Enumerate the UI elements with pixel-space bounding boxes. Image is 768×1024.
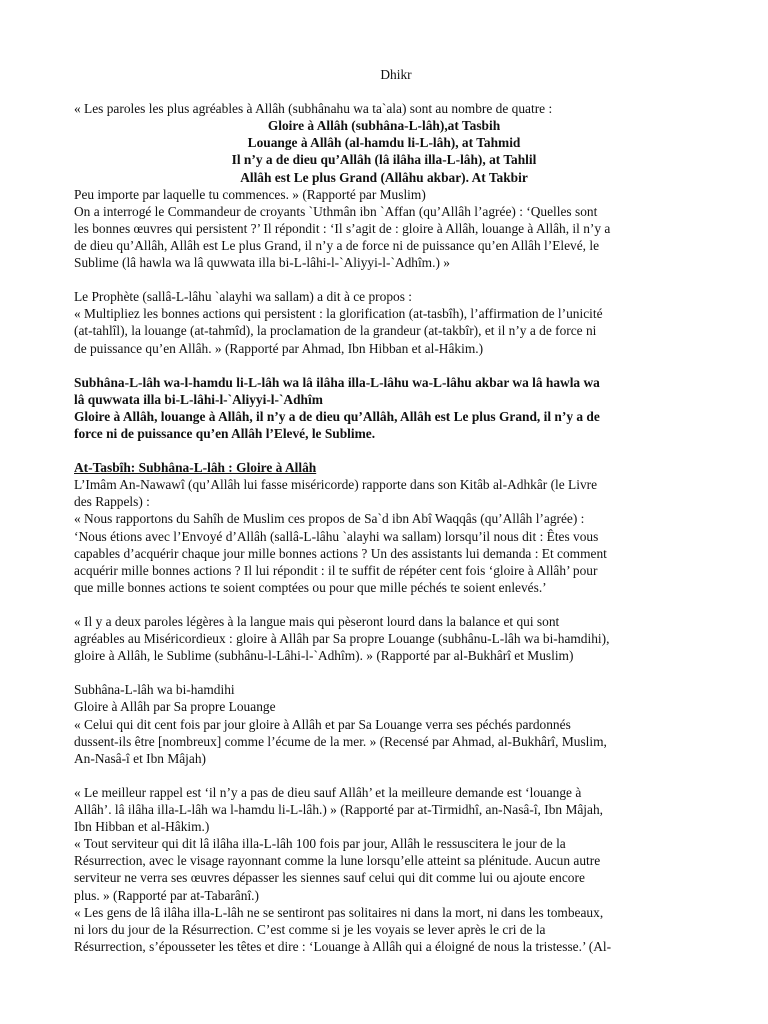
text-line: Subhâna-L-lâh wa-l-hamdu li-L-lâh wa lâ ilâha illa-L-lâhu wa-L-lâhu akbar wa lâ hawla wa [74, 374, 600, 390]
text-line: « Le meilleur rappel est ‘il n’y a pas de dieu sauf Allâh’ et la meilleure demande est ‘louange à [74, 784, 582, 800]
paragraph-gap [74, 664, 694, 681]
text-line: « Les paroles les plus agréables à Allâh (subhânahu wa ta`ala) sont au nombre de quatre : [74, 101, 553, 117]
text-line: de puissance qu’en Allâh. » (Rapporté par Ahmad, Ibn Hibban et al-Hâkim.) [74, 340, 484, 356]
text-line: An-Nasâ-î et Ibn Mâjah) [74, 750, 206, 766]
text-line: Le Prophète (sallâ-L-lâhu `alayhi wa sallam) a dit à ce propos : [74, 289, 412, 305]
text-line: L’Imâm An-Nawawî (qu’Allâh lui fasse miséricorde) rapporte dans son Kitâb al-Adhkâr (le Livre [74, 477, 598, 493]
text-line: Peu importe par laquelle tu commences. » (Rapporté par Muslim) [74, 186, 426, 202]
text-line: « Celui qui dit cent fois par jour gloire à Allâh et par Sa Louange verra ses péchés pardonnés [74, 716, 571, 732]
paragraph-gap [74, 596, 694, 613]
text-line: des Rappels) : [74, 494, 150, 510]
document-page [74, 66, 694, 955]
text-line: Il n’y a de dieu qu’Allâh (lâ ilâha illa-L-lâh), at Tahlil [231, 152, 537, 168]
text-line: acquérir mille bonnes actions ? Il lui répondit : il te suffit de répéter cent fois ‘gloire à Allâh’ pour [74, 562, 598, 578]
paragraph-gap [74, 357, 694, 374]
text-line: « Tout serviteur qui dit lâ ilâha illa-L-lâh 100 fois par jour, Allâh le ressuscitera le jour de la [74, 836, 566, 852]
text-line: de dieu qu’Allâh, Allâh est Le plus Grand, il n’y a de force ni de puissance qu’en Allâh l’Elevé, le [74, 237, 600, 253]
paragraph-gap [74, 767, 694, 784]
paragraph-gap [74, 83, 694, 100]
text-line: Résurrection, s’épousseter les têtes et dire : ‘Louange à Allâh qui a éloigné de nous la tristesse.’ (Al- [74, 938, 612, 954]
text-line: On a interrogé le Commandeur de croyants `Uthmân ibn `Affan (qu’Allâh l’agrée) : ‘Quelles sont [74, 203, 598, 219]
text-line: lâ quwwata illa bi-L-lâhi-l-`Aliyyi-l-`Adhîm [74, 391, 323, 407]
text-line: « Nous rapportons du Sahîh de Muslim ces propos de Sa`d ibn Abî Waqqâs (qu’Allâh l’agrée) : [74, 511, 585, 527]
text-line: serviteur ne verra ses œuvres dépasser les siennes sauf celui qui dit comme lui ou ajoute encore [74, 870, 585, 886]
text-line: Allâh est Le plus Grand (Allâhu akbar). At Takbir [240, 169, 528, 185]
text-line: Ibn Hibban et al-Hâkim.) [74, 819, 210, 835]
text-line: gloire à Allâh, le Sublime (subhânu-l-Lâhi-l-`Adhîm). » (Rapporté par al-Bukhârî et Muslim) [74, 648, 574, 664]
text-line: Résurrection, avec le visage rayonnant comme la lune lorsqu’elle atteint sa plénitude. Aucun autre [74, 853, 601, 869]
text-line: Subhâna-L-lâh wa bi-hamdihi [74, 682, 235, 698]
text-line: Sublime (lâ hawla wa lâ quwwata illa bi-L-lâhi-l-`Aliyyi-l-`Adhîm.) » [74, 255, 450, 271]
text-line: « Les gens de lâ ilâha illa-L-lâh ne se sentiront pas solitaires ni dans la mort, ni dans les tombeaux, [74, 904, 604, 920]
text-line: Louange à Allâh (al-hamdu li-L-lâh), at Tahmid [247, 135, 521, 151]
text-line: Gloire à Allâh par Sa propre Louange [74, 699, 276, 715]
text-line: ‘Nous étions avec l’Envoyé d’Allâh (sallâ-L-lâhu `alayhi wa sallam) lorsqu’il nous dit : Êtes vous [74, 528, 599, 544]
text-line: les bonnes œuvres qui persistent ?’ Il répondit : ‘Il s’agit de : gloire à Allâh, louange à Allâh, il n’y a [74, 220, 611, 236]
text-line: ni lors du jour de la Résurrection. C’est comme si je les voyais se lever après le cri de la [74, 921, 546, 937]
text-line: force ni de puissance qu’en Allâh l’Elevé, le Sublime. [74, 425, 376, 441]
document-title: Dhikr [380, 67, 412, 82]
text-line: agréables au Miséricordieux : gloire à Allâh par Sa propre Louange (subhânu-L-lâh wa bi-hamdihi), [74, 631, 610, 647]
text-line: plus. » (Rapporté par at-Tabarânî.) [74, 887, 259, 903]
text-line: « Multipliez les bonnes actions qui persistent : la glorification (at-tasbîh), l’affirmation de l’unicité [74, 306, 603, 322]
paragraph-gap [74, 271, 694, 288]
text-line: Gloire à Allâh (subhâna-L-lâh),at Tasbih [267, 118, 501, 134]
text-line: Allâh’. lâ ilâha illa-L-lâh wa l-hamdu li-L-lâh.) » (Rapporté par at-Tirmidhî, an-Nasâ-î, Ibn Mâjah, [74, 802, 604, 818]
text-line: (at-tahlîl), la louange (at-tahmîd), la proclamation de la grandeur (at-takbîr), et il n’y a de force ni [74, 323, 597, 339]
document-body [74, 83, 694, 955]
text-line: Gloire à Allâh, louange à Allâh, il n’y a de dieu qu’Allâh, Allâh est Le plus Grand, il n’y a de [74, 408, 600, 424]
text-line: que mille bonnes actions te soient comptées ou pour que mille péchés te soient enlevés.’ [74, 579, 547, 595]
text-line: dussent-ils être [nombreux] comme l’écume de la mer. » (Recensé par Ahmad, al-Bukhârî, Muslim, [74, 733, 607, 749]
paragraph-gap [74, 442, 694, 459]
text-line: capables d’acquérir chaque jour mille bonnes actions ? Un des assistants lui demanda : Et comment [74, 545, 607, 561]
text-line: « Il y a deux paroles légères à la langue mais qui pèseront lourd dans la balance et qui sont [74, 614, 560, 629]
text-line: At-Tasbîh: Subhâna-L-lâh : Gloire à Allâh [74, 460, 317, 476]
